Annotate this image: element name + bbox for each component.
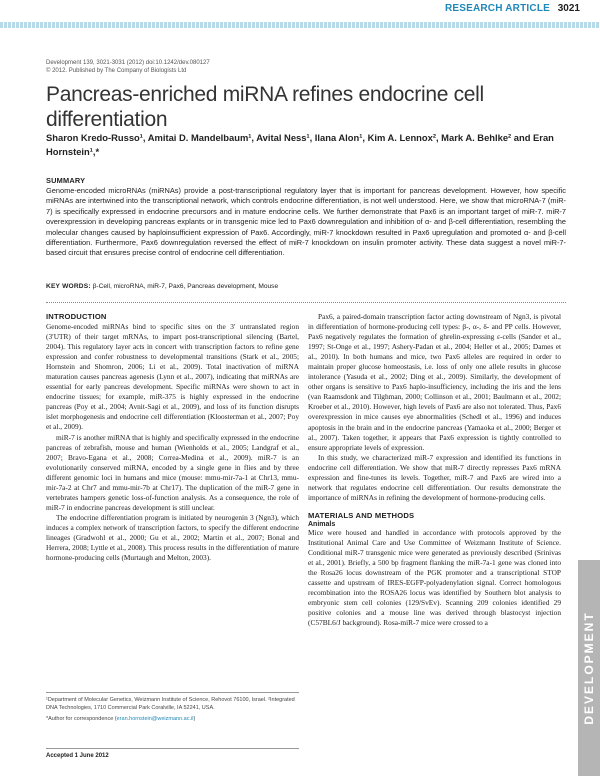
- introduction-heading: INTRODUCTION: [46, 312, 107, 321]
- body-paragraph: Mice were housed and handled in accordance with protocols approved by the Institutional Animal Care and Use Committee of Weizmann Institute of Science. Conditional miR-7 transgenic mice were generated as previously described (Srinivas et al., 2001). Briefly, a 500 bp fragment flanking the miR-7a-1 gene was cloned into the Rosa26 locus downstream of the PGK promoter and a transcriptional STOP cassette and upstream of IRES-EGFP-polyadenylation signal. Correct homologous recombination into the ROSA26 locus was identified by Southern blot analysis to embryonic stem cell colonies (129/SvEv). Scanning 209 colonies identified 29 positive colonies and a mouse line was derived through blastocyst injection (C57BL6/J background). Rosa-miR-7 mice were crossed to a: [308, 527, 561, 628]
- journal-side-label: DEVELOPMENT: [582, 611, 596, 725]
- body-paragraph: The endocrine differentiation program is initiated by neurogenin 3 (Ngn3), which induces a complex network of transcription factors, to specify the different endocrine lineages (Gradwohl et al., 2000; Gu et al., 2002; Martin et al., 2007; Bonal and Herrera, 2008; Lyttle et al., 2008). This process results in the differentiation of mature hormone-producing cells (Murtaugh and Melton, 2003).: [46, 512, 299, 563]
- citation-block: [46, 59, 466, 75]
- summary-text: Genome-encoded microRNAs (miRNAs) provide a post-transcriptional regulatory layer that is important for pancreas development. However, how specific miRNAs are intertwined into the transcriptional network, which controls endocrine differentiation, is not well understood. Here, we show that microRNA-7 (miR-7) is specifically expressed in endocrine precursors and in mature endocrine cells. We further demonstrate that Pax6 is an important target of miR-7. miR-7 overexpression in developing pancreas explants or in transgenic mice led to Pax6 downregulation and inhibition of α- and β-cell differentiation, resembling the molecular changes caused by haploinsufficient expression of Pax6. Accordingly, miR-7 knockdown resulted in Pax6 upregulation and promoted α- and β-cell differentiation. Furthermore, Pax6 downregulation reversed the effect of miR-7 knockdown on insulin promoter activity. These data suggest a novel miR-7-based circuit that ensures precise control of endocrine cell differentiation.: [46, 186, 566, 258]
- keywords-line: [46, 283, 566, 290]
- keywords-label: KEY WORDS:: [46, 283, 91, 290]
- article-type-label: RESEARCH ARTICLE: [444, 3, 550, 14]
- correspondence-label: *Author for correspondence (: [46, 716, 117, 723]
- body-paragraph: miR-7 is another miRNA that is highly and specifically expressed in the endocrine pancreas of zebrafish, mouse and human (Wienholds et al., 2005; Landgraf et al., 2007; Bravo-Egana et al., 2008; Correa-Medina et al., 2009). miR-7 is an evolutionarily conserved miRNA, encoded by a single gene in flies and by three different genomic loci in humans and mice (mouse: mmu-mir-7a-1 at Chr13, mmu-mir-7a-2 at Chr7 and mmu-mir-7b at Chr17). The duplication of the miR-7 gene in vertebrates hampers genetic loss-of-function analysis. As a consequence, the role of miR-7 in endocrine pancreas development is still unclear.: [46, 432, 299, 512]
- journal-side-tab: [578, 560, 600, 776]
- keywords-text: β-Cell, microRNA, miR-7, Pax6, Pancreas development, Mouse: [92, 283, 279, 290]
- copyright-line: © 2012. Published by The Company of Biologists Ltd: [46, 68, 187, 74]
- article-title: Pancreas-enriched miRNA refines endocrine cell differentiation: [46, 83, 484, 131]
- header-rule: [0, 22, 600, 28]
- running-header: [0, 0, 600, 30]
- correspondence-note: [46, 716, 299, 724]
- keywords-divider: [46, 302, 566, 303]
- affiliations-note: ¹Department of Molecular Genetics, Weizmann Institute of Science, Rehovot 76100, Israel. ²Integrated DNA Technologies, 1710 Commercial Park Coralville, IA 52241, USA.: [46, 697, 295, 711]
- correspondence-email-link[interactable]: eran.hornstein@weizmann.ac.il: [116, 716, 194, 723]
- author-list: Sharon Kredo-Russo¹, Amitai D. Mandelbaum¹, Avital Ness¹, Ilana Alon¹, Kim A. Lennox², Mark A. Behlke² and Eran Hornstein¹,*: [46, 132, 554, 157]
- methods-heading: MATERIALS AND METHODS: [308, 510, 415, 520]
- body-paragraph: Genome-encoded miRNAs bind to specific sites on the 3′ untranslated region (3′UTR) of their target mRNAs, to impart post-transcriptional silencing (Bartel, 2004). This regulatory layer acts in concert with transcription factors to refine gene expression and confer robustness to developmental transitions (Stark et al., 2005; Hornstein and Shomron, 2006; Li et al., 2009). Total inactivation of miRNA maturation causes pancreas agenesis (Lynn et al., 2007), indicating that miRNAs are essential for early pancreas development. Specific miRNAs were shown to act in endocrine tissues; for example, miR-375 is highly expressed in the endocrine pancreas (Poy et al., 2004; Avnit-Sagi et al., 2009), and loss of its function disrupts islet morphogenesis and endocrine cell differentiation (Kloosterman et al., 2007; Poy et al., 2009).: [46, 322, 299, 432]
- body-paragraph: In this study, we characterized miR-7 expression and identified its functions in endocrine cell differentiation. We show that miR-7 directly represses Pax6 mRNA expression and fine-tunes its levels. Together, miR-7 and Pax6 are wired into a network that regulates endocrine cell differentiation. Our results demonstrate the importance of miRNAs in refining the development of hormone-producing cells.: [308, 452, 561, 502]
- body-paragraph: Pax6, a paired-domain transcription factor acting downstream of Ngn3, is pivotal in differentiation of hormone-producing cell types: β-, α-, δ- and PP cells. However, Pax6 negatively regulates the formation of ghrelin-expressing ε-cells (Sander et al., 1997; St-Onge et al., 1997; Ashery-Padan et al., 2004; Heller et al., 2005; Dames et al., 2010). In both humans and mice, two Pax6 alleles are required in order to maintain proper glucose homeostasis, i.e. loss of only one allele results in glucose intolerance (Yasuda et al., 2002; Ding et al., 2009). Similarly, the development of other organs is sensitive to Pax6 haplo-insufficiency, including the iris and the lens (van Raamsdonk and Tilghman, 2000; Collinson et al., 2001; Baulmann et al., 2002; Kroeber et al., 2010). However, high levels of Pax6 are also not tolerated. Thus, Pax6 overexpression in mice causes eye abnormalities (Schedl et al., 1996) and induces apoptosis in the brain and in the endocrine pancreas (Yamaoka et al., 2000; Berger et al., 2007). Taken together, it appears that Pax6 expression is tightly controlled to ensure appropriate levels of expression.: [308, 312, 561, 452]
- citation-line: Development 139, 3021-3031 (2012) doi:10.1242/dev.080127: [46, 60, 210, 66]
- accepted-date: Accepted 1 June 2012: [46, 753, 109, 759]
- correspondence-end: ): [193, 716, 196, 723]
- footnotes: [46, 692, 299, 728]
- animals-subheading: Animals: [308, 520, 336, 528]
- summary-heading: SUMMARY: [46, 176, 86, 185]
- left-column: [46, 312, 299, 563]
- accepted-divider: [46, 748, 299, 749]
- summary-section: [46, 176, 566, 259]
- page-number: 3021: [557, 3, 580, 14]
- right-column: [308, 312, 561, 628]
